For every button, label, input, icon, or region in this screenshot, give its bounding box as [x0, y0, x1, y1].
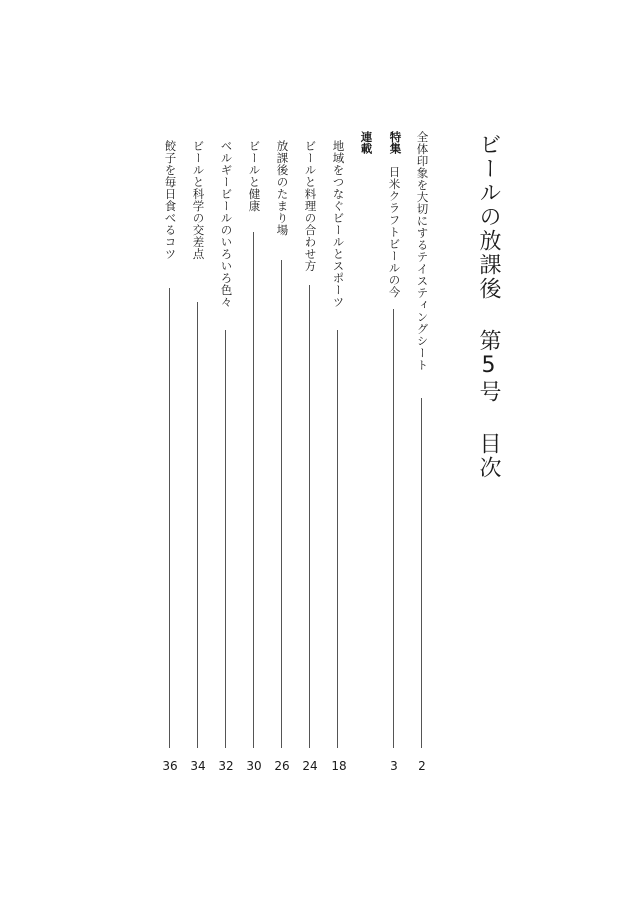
toc-entry-title[interactable]: ベルギービールのいろいろ色々	[219, 140, 234, 308]
page-number: 3	[390, 759, 398, 773]
feature-label: 特集	[388, 131, 403, 154]
page-number: 24	[302, 759, 318, 773]
leader-line	[281, 260, 282, 748]
toc-entry-title[interactable]: 放課後のたまり場	[275, 140, 290, 236]
leader-line	[197, 302, 198, 748]
leader-line	[393, 309, 394, 748]
toc-entry-title[interactable]: ビールと料理の合わせ方	[303, 140, 318, 272]
series-label: 連載	[359, 131, 374, 154]
toc-entry-title[interactable]: 餃子を毎日食べるコツ	[163, 140, 178, 260]
leader-line	[337, 330, 338, 748]
leader-line	[169, 288, 170, 748]
issue-number: 第5号	[476, 329, 501, 404]
toc-entry-title[interactable]: ビールと科学の交差点	[191, 140, 206, 260]
leader-line	[253, 232, 254, 748]
page-number: 34	[190, 759, 206, 773]
page-number: 2	[418, 759, 426, 773]
page-number: 18	[331, 759, 347, 773]
page-title	[477, 133, 499, 480]
page-number: 26	[274, 759, 290, 773]
toc-entry-title[interactable]: 全体印象を大切にするテイスティングシート	[415, 131, 430, 371]
page-number: 30	[246, 759, 262, 773]
toc-entry-title[interactable]: 地域をつなぐビールとスポーツ	[331, 140, 346, 308]
leader-line	[421, 398, 422, 748]
magazine-title: ビールの放課後	[476, 133, 501, 301]
toc-heading: 目次	[476, 432, 501, 480]
page-number: 32	[218, 759, 234, 773]
toc-entry-title[interactable]: ビールと健康	[247, 140, 262, 212]
page-number: 36	[162, 759, 178, 773]
leader-line	[309, 285, 310, 748]
leader-line	[225, 330, 226, 748]
toc-entry-title[interactable]: 日米クラフトビールの今	[387, 166, 402, 298]
